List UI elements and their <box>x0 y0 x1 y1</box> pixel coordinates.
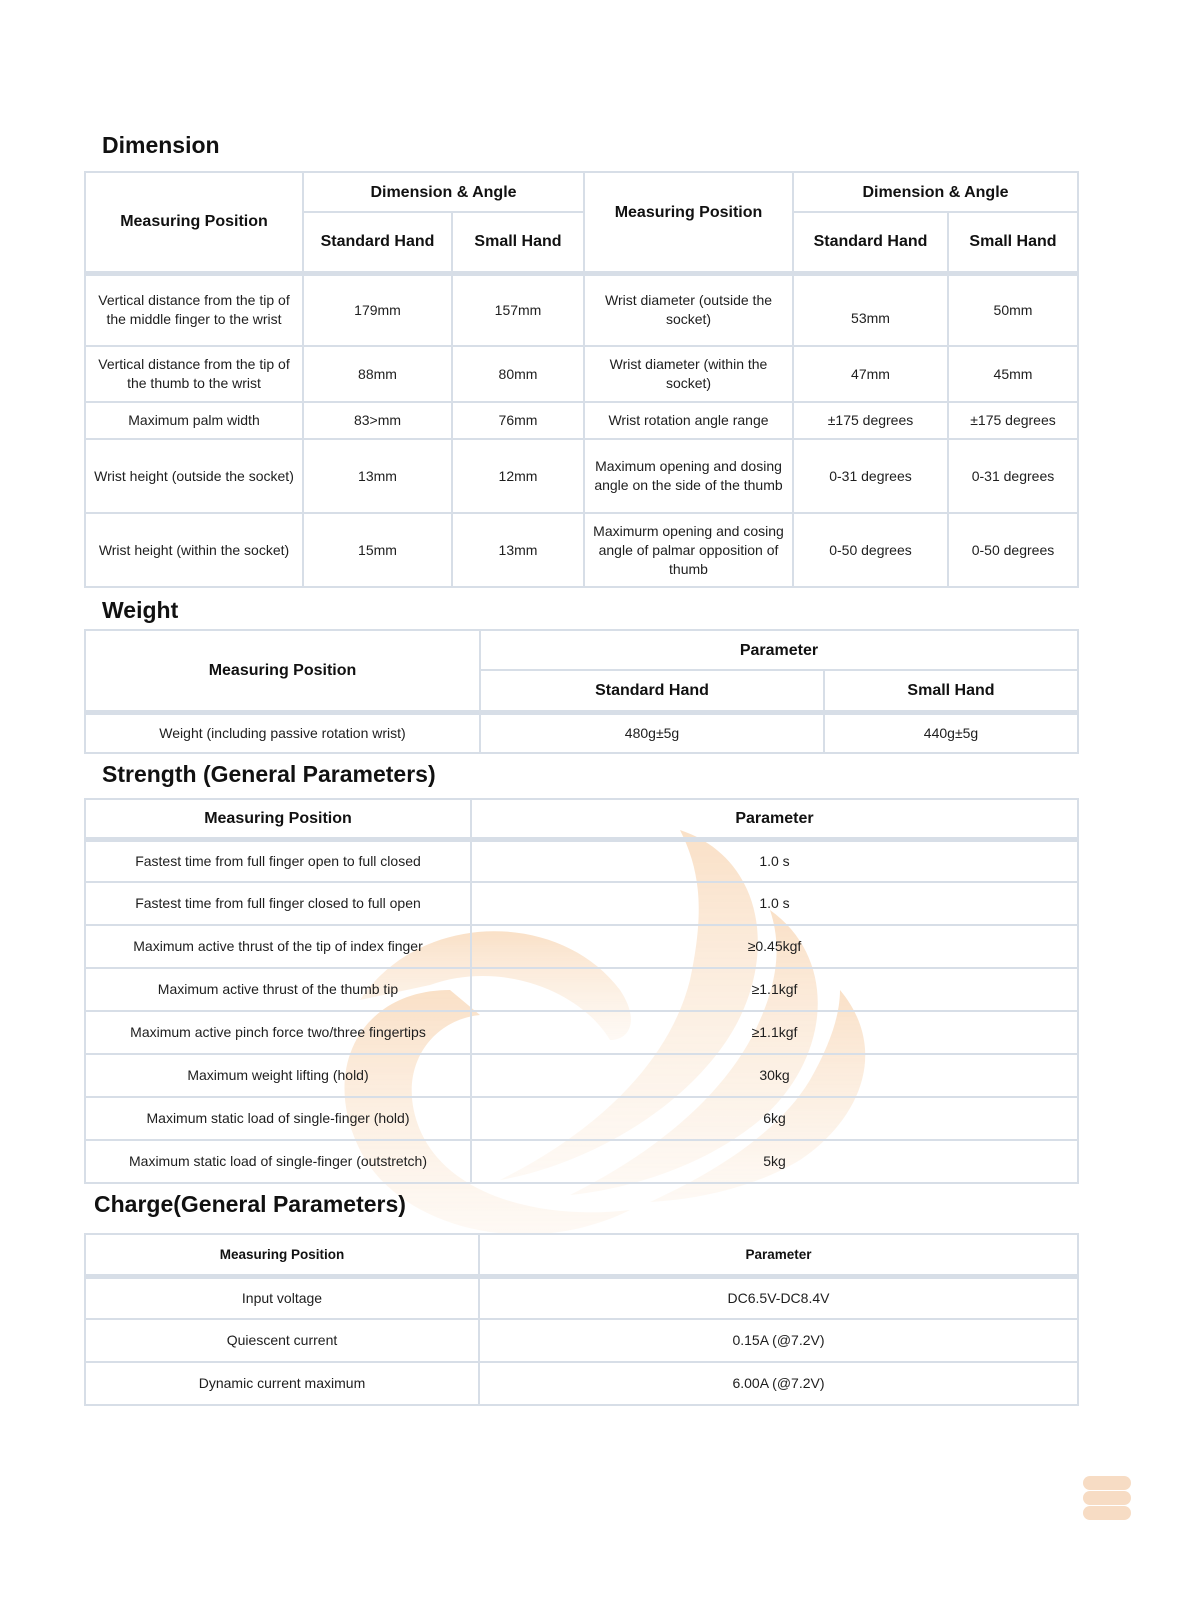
dimension-cell: Wrist height (within the socket) <box>85 513 303 587</box>
strength-cell: Maximum static load of single-finger (outstretch) <box>85 1140 471 1183</box>
dimension-header-measuring-position-1: Measuring Position <box>85 172 303 273</box>
dimension-table <box>84 171 1079 588</box>
section-title-strength: Strength (General Parameters) <box>102 761 436 787</box>
strength-cell: Maximum active pinch force two/three fingertips <box>85 1011 471 1054</box>
section-title-charge: Charge(General Parameters) <box>94 1191 406 1217</box>
table-row <box>85 1319 1078 1362</box>
strength-header-measuring-position: Measuring Position <box>85 799 471 839</box>
strength-cell: 6kg <box>471 1097 1078 1140</box>
corner-decoration-icon <box>1083 1506 1131 1520</box>
dimension-cell: Wrist height (outside the socket) <box>85 439 303 513</box>
dimension-header-measuring-position-2: Measuring Position <box>584 172 793 273</box>
strength-cell: ≥0.45kgf <box>471 925 1078 968</box>
charge-cell: 6.00A (@7.2V) <box>479 1362 1078 1405</box>
dimension-cell: 13mm <box>303 439 452 513</box>
strength-cell: Maximum weight lifting (hold) <box>85 1054 471 1097</box>
weight-cell: Weight (including passive rotation wrist) <box>85 712 480 753</box>
strength-cell: ≥1.1kgf <box>471 1011 1078 1054</box>
strength-cell: Fastest time from full finger open to full closed <box>85 839 471 882</box>
dimension-cell: 157mm <box>452 273 584 346</box>
dimension-cell: 13mm <box>452 513 584 587</box>
table-row <box>85 968 1078 1011</box>
charge-header-measuring-position: Measuring Position <box>85 1234 479 1276</box>
dimension-cell: 0-31 degrees <box>793 439 948 513</box>
strength-cell: 1.0 s <box>471 839 1078 882</box>
corner-decoration-icon <box>1083 1476 1131 1490</box>
dimension-cell: 12mm <box>452 439 584 513</box>
table-row <box>85 273 1078 346</box>
dimension-cell: ±175 degrees <box>948 402 1078 439</box>
table-row <box>85 1054 1078 1097</box>
section-title-weight: Weight <box>102 597 179 623</box>
weight-header-parameter: Parameter <box>480 630 1078 670</box>
weight-header-small: Small Hand <box>824 670 1078 712</box>
dimension-header-small-2: Small Hand <box>948 212 1078 273</box>
strength-cell: Maximum active thrust of the tip of index finger <box>85 925 471 968</box>
dimension-cell: 47mm <box>793 346 948 402</box>
table-row <box>85 346 1078 402</box>
strength-header-parameter: Parameter <box>471 799 1078 839</box>
table-row <box>85 1140 1078 1183</box>
table-row <box>85 439 1078 513</box>
charge-cell: Input voltage <box>85 1276 479 1319</box>
strength-cell: 1.0 s <box>471 882 1078 925</box>
dimension-cell: 179mm <box>303 273 452 346</box>
strength-cell: Maximum active thrust of the thumb tip <box>85 968 471 1011</box>
weight-table <box>84 629 1079 754</box>
dimension-header-small-1: Small Hand <box>452 212 584 273</box>
dimension-cell: 0-50 degrees <box>793 513 948 587</box>
charge-header-parameter: Parameter <box>479 1234 1078 1276</box>
weight-header-standard: Standard Hand <box>480 670 824 712</box>
dimension-cell: ±175 degrees <box>793 402 948 439</box>
table-row <box>85 1276 1078 1319</box>
table-row <box>85 402 1078 439</box>
dimension-cell: Maximurm opening and cosing angle of palmar opposition of thumb <box>584 513 793 587</box>
table-row <box>85 839 1078 882</box>
weight-cell: 440g±5g <box>824 712 1078 753</box>
strength-table <box>84 798 1079 1184</box>
dimension-cell: 76mm <box>452 402 584 439</box>
dimension-cell: 15mm <box>303 513 452 587</box>
dimension-cell: 83>mm <box>303 402 452 439</box>
strength-cell: Maximum static load of single-finger (hold) <box>85 1097 471 1140</box>
dimension-cell: Maximum palm width <box>85 402 303 439</box>
dimension-cell: Maximum opening and dosing angle on the side of the thumb <box>584 439 793 513</box>
dimension-cell: Wrist diameter (within the socket) <box>584 346 793 402</box>
charge-cell: Dynamic current maximum <box>85 1362 479 1405</box>
weight-header-measuring-position: Measuring Position <box>85 630 480 712</box>
dimension-header-standard-1: Standard Hand <box>303 212 452 273</box>
dimension-cell: Wrist diameter (outside the socket) <box>584 273 793 346</box>
strength-cell: 30kg <box>471 1054 1078 1097</box>
dimension-header-group-2: Dimension & Angle <box>793 172 1078 212</box>
table-row <box>85 882 1078 925</box>
strength-cell: ≥1.1kgf <box>471 968 1078 1011</box>
table-row <box>85 513 1078 587</box>
strength-cell: Fastest time from full finger closed to full open <box>85 882 471 925</box>
charge-cell: DC6.5V-DC8.4V <box>479 1276 1078 1319</box>
table-row <box>85 712 1078 753</box>
table-row <box>85 1362 1078 1405</box>
table-row <box>85 1011 1078 1054</box>
dimension-cell: 0-31 degrees <box>948 439 1078 513</box>
corner-decoration-icon <box>1083 1491 1131 1505</box>
dimension-cell: Wrist rotation angle range <box>584 402 793 439</box>
strength-cell: 5kg <box>471 1140 1078 1183</box>
charge-cell: Quiescent current <box>85 1319 479 1362</box>
dimension-cell: 88mm <box>303 346 452 402</box>
dimension-header-standard-2: Standard Hand <box>793 212 948 273</box>
dimension-header-group-1: Dimension & Angle <box>303 172 584 212</box>
dimension-cell: 45mm <box>948 346 1078 402</box>
charge-table <box>84 1233 1079 1406</box>
dimension-cell: 0-50 degrees <box>948 513 1078 587</box>
dimension-cell: Vertical distance from the tip of the thumb to the wrist <box>85 346 303 402</box>
charge-cell: 0.15A (@7.2V) <box>479 1319 1078 1362</box>
weight-cell: 480g±5g <box>480 712 824 753</box>
dimension-cell: 50mm <box>948 273 1078 346</box>
table-row <box>85 925 1078 968</box>
section-title-dimension: Dimension <box>102 132 220 158</box>
dimension-cell: 53mm <box>793 273 948 346</box>
dimension-cell: Vertical distance from the tip of the middle finger to the wrist <box>85 273 303 346</box>
dimension-cell: 80mm <box>452 346 584 402</box>
table-row <box>85 1097 1078 1140</box>
